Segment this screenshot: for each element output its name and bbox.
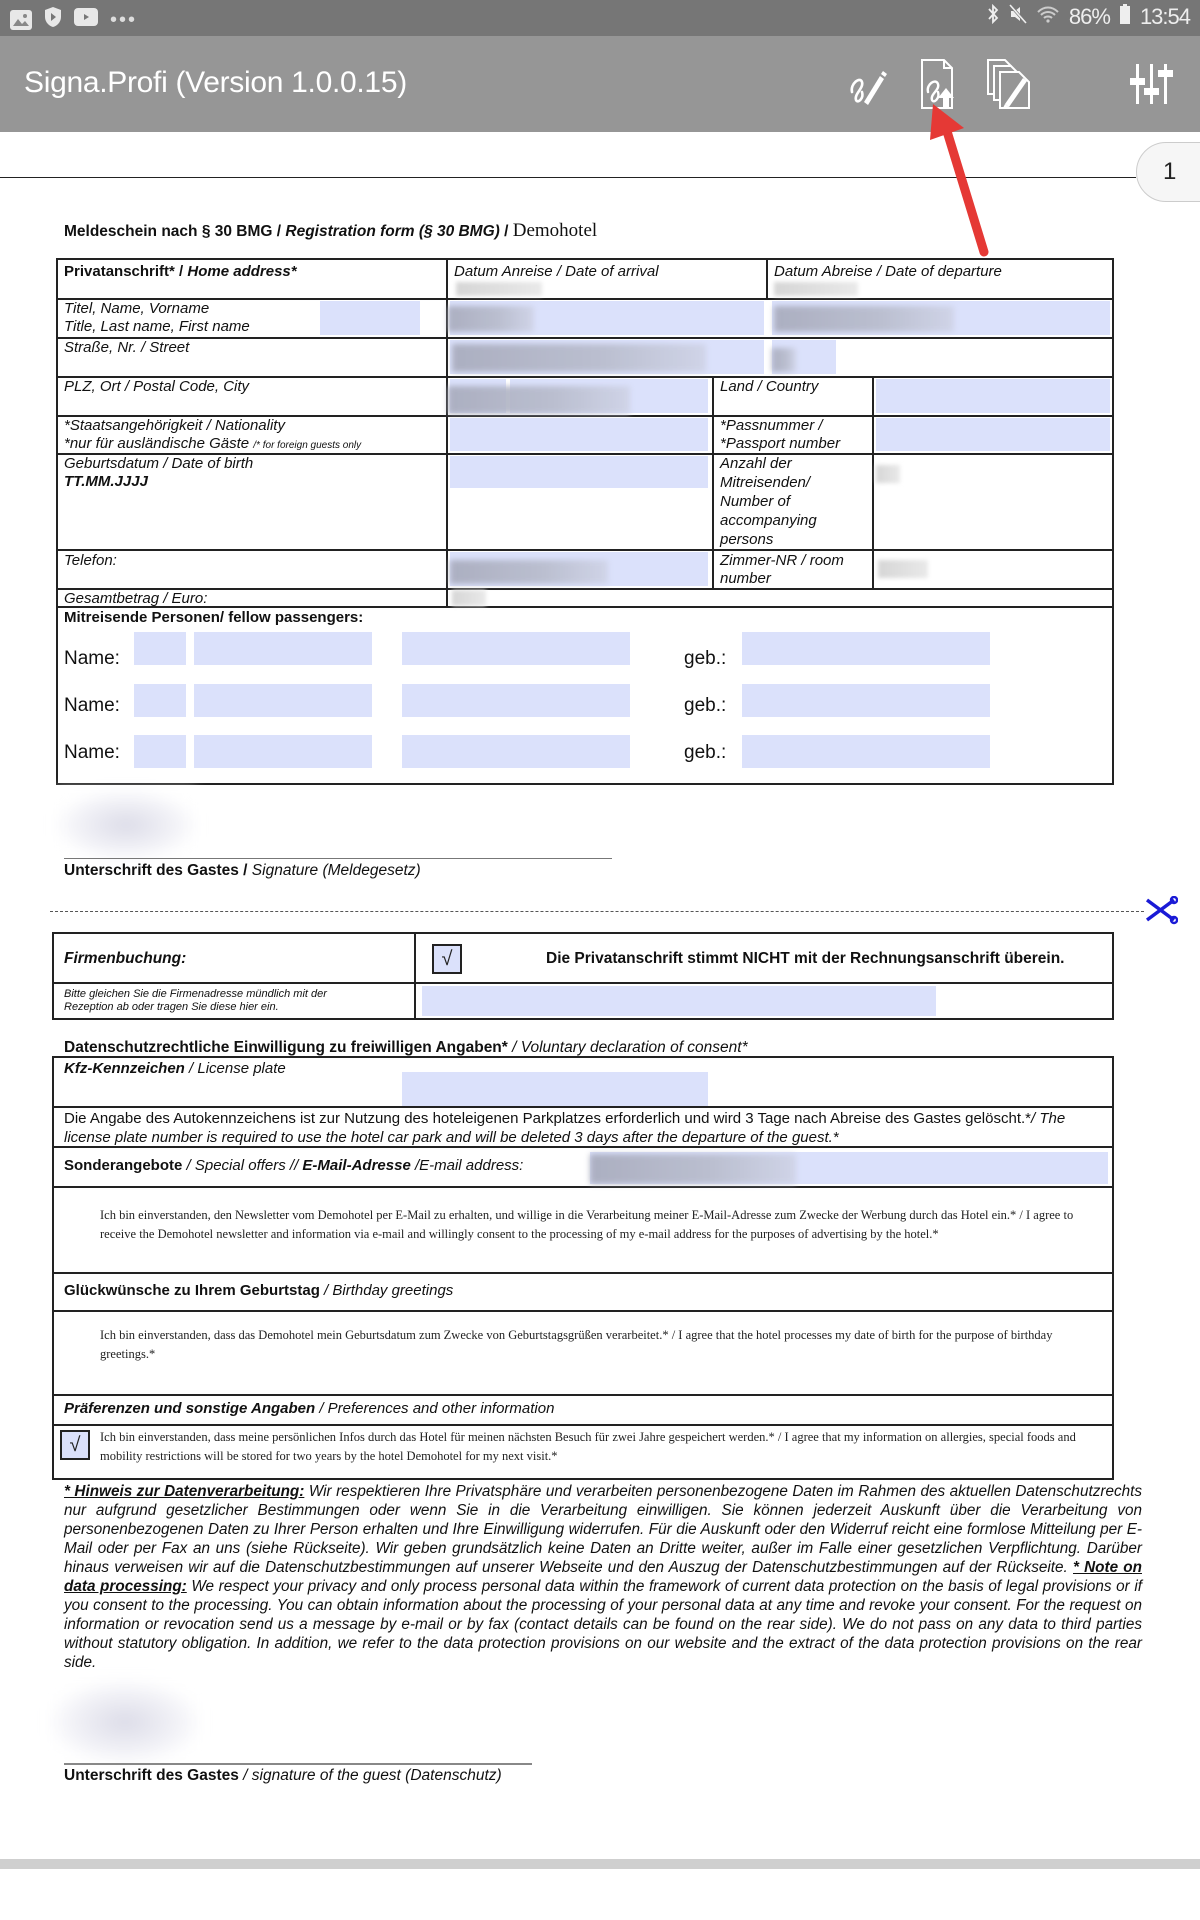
dob-label: Geburtsdatum / Date of birth — [64, 455, 254, 472]
email-value-redacted — [590, 1154, 796, 1184]
passport-number-input[interactable] — [876, 418, 1110, 451]
mute-icon — [1009, 4, 1027, 30]
total-amount-value[interactable] — [452, 590, 486, 606]
status-bar — [0, 0, 1200, 36]
birthday-consent-text: Ich bin einverstanden, dass das Demohotel mein Geburtsdatum zum Zwecke von Geburtstagsgrüßen verarbeitet.* / I agree that the hotel processes my date of birth for the purpose of birthday greetings.* — [100, 1328, 1053, 1361]
signature-pen-icon — [846, 62, 890, 106]
accompanying-label-3: Number of — [720, 493, 791, 510]
house-number-value-redacted — [772, 348, 796, 372]
consent-table — [52, 1056, 1114, 1480]
home-address-label: Privatanschrift* / Home address* — [64, 263, 297, 280]
gallery-icon — [10, 10, 32, 30]
guest-signature-1[interactable] — [56, 790, 196, 860]
signature-1-label: Unterschrift des Gastes / Signature (Meldegesetz) — [64, 862, 421, 879]
fellow-passengers-header: Mitreisende Personen/ fellow passengers: — [64, 609, 364, 626]
company-mismatch-text: Die Privatanschrift stimmt NICHT mit der Rechnungsanschrift überein. — [546, 950, 1065, 967]
passport-label-2: *Passport number — [720, 435, 841, 452]
form-title: Meldeschein nach § 30 BMG / Registration form (§ 30 BMG) / Demohotel — [64, 220, 598, 241]
more-icon: ••• — [110, 8, 138, 31]
birthday-label: Glückwünsche zu Ihrem Geburtstag / Birthday greetings — [64, 1282, 454, 1299]
cut-line — [50, 911, 1144, 912]
last-name-value-redacted — [448, 306, 534, 332]
phone-value-redacted — [450, 560, 608, 584]
signature-line-2 — [64, 1763, 532, 1765]
data-processing-notice: * Hinweis zur Datenverarbeitung: Wir respektieren Ihre Privatsphäre und verarbeiten personenbezogene Daten im Rahmen des aktuellen Datenschutzrechts nur aufgrund gesetzlicher Bestimmungen oder wenn Sie in die Verarbeitung einwilligen. Sie können jederzeit Auskunft über die Verarbeitung von personenbezogenen Daten zu Ihrer Person erhalten und Ihre Einwilligung widerrufen. Für die Auskunft oder den Widerruf reicht eine formlose Mitteilung per E-Mail oder per Fax an uns (siehe Rückseite). Wir geben grundsätzlich keine Daten an Dritte weiter, außer im Falle einer gesetzlichen Verpflichtung. Darüber hinaus verweisen wir auf die Datenschutzbestimmungen auf unserer Webseite und den Auszug der Datenschutzbestimmungen auf der Rückseite. * Note on data processing: We respect your privacy and only process personal data within the framework of current data protection on the basis of legal provisions or if you consent to the processing. You can obtain information about the processing of your personal data at any time and revoke your consent. For the request on information or revocation send us a message by e-mail or by fax (contact details can be found on the rear side). We do not pass on any data to third parties without statutory obligation. In addition, we refer to the data protection provisions on our website and the extract of the data protection provisions on the rear side. — [64, 1483, 1143, 1671]
fellow-2-title-input[interactable] — [134, 684, 186, 717]
room-label-2: number — [720, 570, 771, 587]
nationality-note: *nur für ausländische Gäste /* for foreign guests only — [64, 435, 362, 452]
accompanying-label-4: accompanying — [720, 512, 817, 529]
dob-input[interactable] — [450, 456, 708, 488]
fellow-3-title-input[interactable] — [134, 735, 186, 768]
company-booking-table — [52, 932, 1114, 1020]
fellow-1-title-input[interactable] — [134, 632, 186, 665]
fellow-2-firstname-input[interactable] — [402, 684, 630, 717]
battery-percentage: 86% — [1068, 4, 1110, 29]
accompanying-label-2: Mitreisenden/ — [720, 474, 811, 491]
room-label-1: Zimmer-NR / room — [720, 552, 844, 569]
edit-documents-button[interactable] — [982, 54, 1038, 114]
app-bar — [0, 36, 1200, 132]
street-label: Straße, Nr. / Street — [64, 339, 190, 356]
fellow-1-dob-input[interactable] — [742, 632, 990, 665]
arrival-label: Datum Anreise / Date of arrival — [454, 263, 659, 280]
youtube-icon — [74, 8, 98, 31]
registration-table: Privatanschrift* / Home address* Datum Anreise / Date of arrival Datum Abreise / Date of departure Titel, Name, Vorname Title, Last name, First name Straße, Nr. / Street PLZ, Ort / Postal Code, City Land / Country *Staatsangehörigkeit / Nationality *nur für ausländische Gäste /* for foreign guests only *Passnummer / *Passport number Geburtsdatum / Date of birth TT.MM.JJJJ Anzahl der Mitreisenden/ Number of accompanying persons Telefon: Zimmer-NR / room number Gesamtbetrag / Euro: Mitreisende Personen/ fellow passengers: Name: geb.: Name: geb.: Name: geb.: — [56, 258, 1114, 785]
wifi-icon — [1037, 4, 1059, 30]
country-input[interactable] — [876, 379, 1110, 413]
guest-signature-2[interactable] — [50, 1680, 200, 1764]
arrival-date-value[interactable] — [456, 282, 542, 296]
clock: 13:54 — [1139, 4, 1190, 29]
signature-2-label: Unterschrift des Gastes / signature of the guest (Datenschutz) — [64, 1767, 502, 1784]
newsletter-consent-text: Ich bin einverstanden, den Newsletter vom Demohotel per E-Mail zu erhalten, und willige in die Verarbeitung meiner E-Mail-Adresse zum Zwecke der Werbung durch das Hotel ein.* / I agree to receive the Demohotel newsletter and information via e-mail and willingly consent to the processing of my e-mail address for the purposes of advertising by the hotel.* — [100, 1208, 1074, 1241]
country-label: Land / Country — [720, 378, 819, 395]
sign-button[interactable] — [840, 54, 896, 114]
total-label: Gesamtbetrag / Euro: — [64, 590, 208, 607]
preferences-consent-text: Ich bin einverstanden, dass meine persönlichen Infos durch das Hotel für meinen nächsten Besuch für zwei Jahre gespeichert werden.* / I agree that my information on allergies, special foods and mobility restrictions will be stored for two years by the hotel Demohotel for my next visit.* — [100, 1430, 1076, 1463]
sign-upload-button[interactable] — [912, 54, 968, 114]
bluetooth-icon — [987, 4, 999, 30]
departure-label: Datum Abreise / Date of departure — [774, 263, 1002, 280]
settings-button[interactable] — [1124, 54, 1180, 114]
company-address-mismatch-checkbox[interactable]: √ — [432, 944, 462, 974]
company-booking-label: Firmenbuchung: — [64, 950, 187, 967]
shield-play-icon — [44, 6, 62, 33]
first-name-value-redacted — [774, 306, 954, 332]
phone-label: Telefon: — [64, 552, 117, 569]
room-number-value[interactable] — [878, 560, 928, 578]
name-label-en: Title, Last name, First name — [64, 318, 250, 335]
battery-icon — [1120, 4, 1130, 30]
company-note: Bitte gleichen Sie die Firmenadresse mündlich mit der Rezeption ab oder tragen Sie diese hier ein. — [64, 988, 327, 1013]
nationality-label: *Staatsangehörigkeit / Nationality — [64, 417, 285, 434]
documents-edit-icon — [985, 58, 1035, 110]
fellow-1-lastname-input[interactable] — [194, 632, 372, 665]
license-plate-label: Kfz-Kennzeichen / License plate — [64, 1060, 286, 1077]
fellow-3-lastname-input[interactable] — [194, 735, 372, 768]
accompanying-count-value[interactable] — [876, 465, 900, 483]
signature-upload-icon — [918, 58, 962, 110]
passport-label-1: *Passnummer / — [720, 417, 823, 434]
postal-city-value-redacted — [448, 386, 630, 414]
fellow-2-lastname-input[interactable] — [194, 684, 372, 717]
dob-format: TT.MM.JJJJ — [64, 473, 148, 490]
nationality-input[interactable] — [450, 418, 708, 451]
accompanying-label-1: Anzahl der — [720, 455, 792, 472]
preferences-consent-checkbox[interactable]: √ — [60, 1430, 90, 1460]
title-input[interactable] — [320, 301, 420, 335]
accompanying-label-5: persons — [720, 531, 774, 548]
scissors-icon — [1144, 896, 1178, 931]
consent-header: Datenschutzrechtliche Einwilligung zu freiwilligen Angaben* / Voluntary declaration of consent* — [64, 1039, 748, 1056]
sliders-icon — [1128, 60, 1176, 108]
departure-date-value[interactable] — [774, 282, 858, 296]
signature-line-1 — [64, 858, 612, 859]
page-separator — [0, 1859, 1200, 1869]
license-plate-note: Die Angabe des Autokennzeichens ist zur Nutzung des hoteleigenen Parkplatzes erforderlich und wird 3 Tage nach Abreise des Gastes gelöscht.*/ The license plate number is required to use the hotel car park and will be deleted 3 days after the departure of the guest.* — [64, 1110, 1066, 1146]
street-value-redacted — [452, 344, 706, 372]
page-number-indicator[interactable]: 1 — [1136, 142, 1200, 202]
name-label-de: Titel, Name, Vorname — [64, 300, 210, 317]
fellow-3-dob-input[interactable] — [742, 735, 990, 768]
fellow-3-firstname-input[interactable] — [402, 735, 630, 768]
fellow-1-firstname-input[interactable] — [402, 632, 630, 665]
license-plate-input[interactable] — [402, 1072, 708, 1106]
page-top-rule — [0, 177, 1136, 178]
company-address-input[interactable] — [422, 986, 936, 1016]
app-title: Signa.Profi (Version 1.0.0.15) — [24, 66, 407, 99]
special-offers-label: Sonderangebote / Special offers // E-Mail-Adresse /E-mail address: — [64, 1157, 524, 1174]
fellow-2-dob-input[interactable] — [742, 684, 990, 717]
postal-city-label: PLZ, Ort / Postal Code, City — [64, 378, 250, 395]
preferences-label: Präferenzen und sonstige Angaben / Preferences and other information — [64, 1400, 555, 1417]
